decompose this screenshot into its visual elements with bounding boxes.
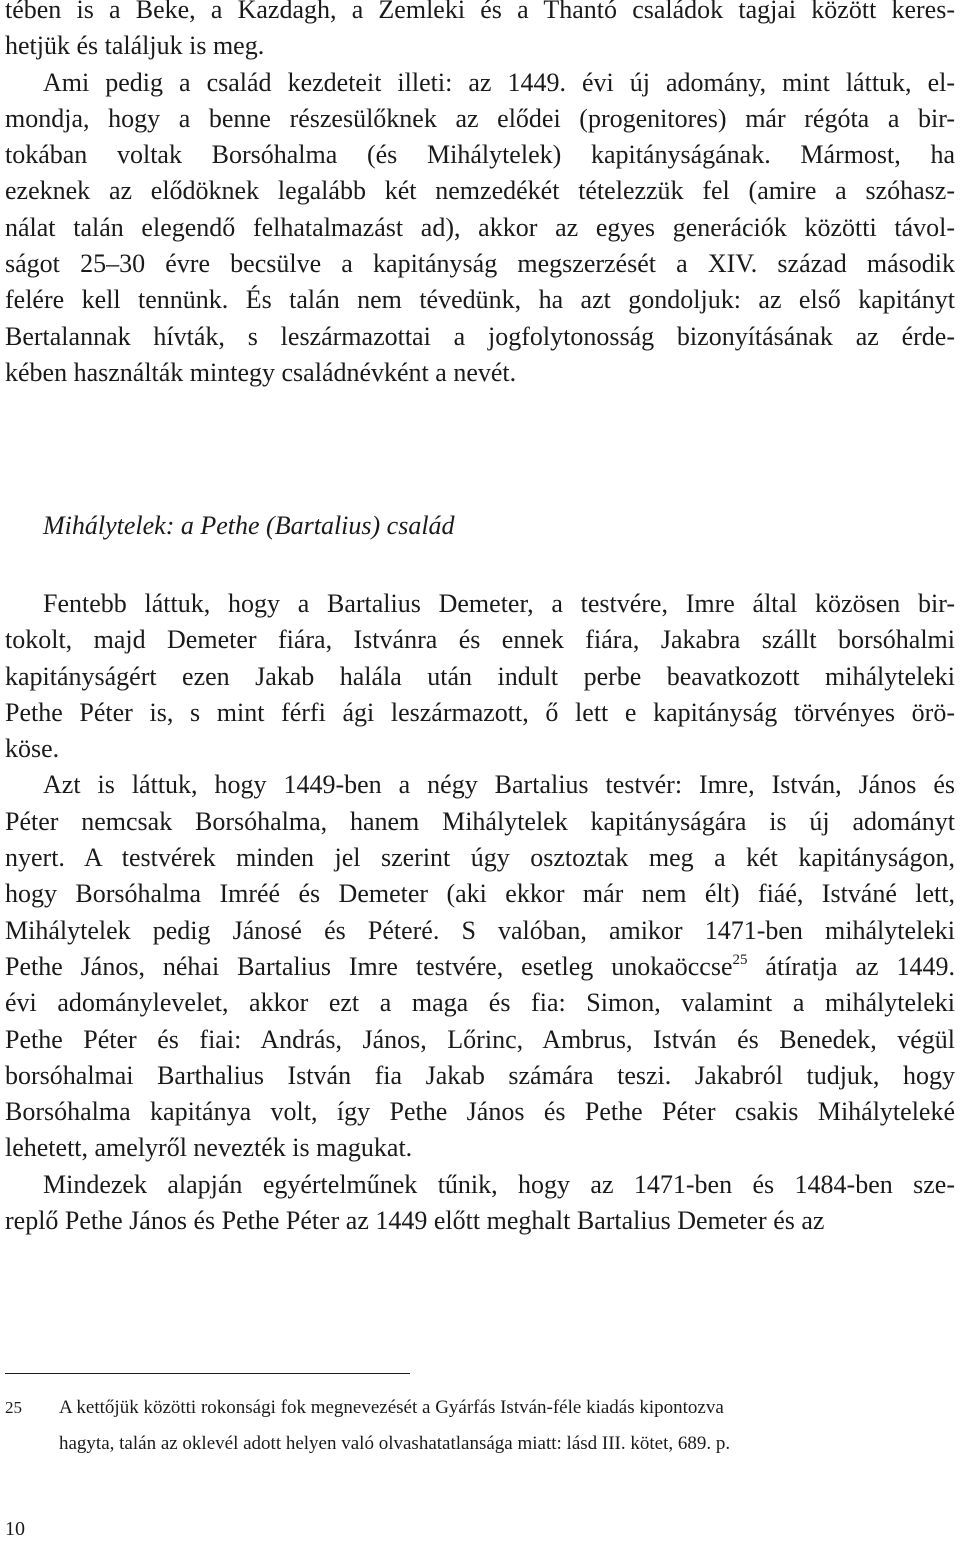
text-line: Azt is láttuk, hogy 1449-ben a négy Bartalius testvér: Imre, István, János és (43, 770, 955, 800)
footnote-line: hagyta, talán az oklevél adott helyen való olvashatatlansága miatt: lásd III. kötet, 689. p. (59, 1433, 731, 1454)
text-line: Borsóhalma kapitánya volt, így Pethe János és Pethe Péter csakis Mihályteleké (5, 1097, 955, 1127)
footnote-separator (5, 1373, 410, 1374)
paragraph-1 (5, 586, 955, 767)
text-line: borsóhalmai Barthalius István fia Jakab számára teszi. Jakabról tudjuk, hogy (5, 1060, 955, 1090)
footnote-reference[interactable]: 25 (732, 951, 748, 968)
text-line: kében használták mintegy családnévként a nevét. (5, 357, 517, 387)
footnote-number: 25 (5, 1398, 22, 1417)
text-line: nálat talán elegendő felhatalmazást ad), akkor az egyes generációk közötti távol- (5, 212, 955, 242)
text-line: Mihálytelek pedig Jánosé és Péteré. S valóban, amikor 1471-ben mihályteleki (5, 915, 955, 945)
text-line: felére kell tennünk. És talán nem tévedünk, ha azt gondoljuk: az első kapitányt (5, 285, 955, 315)
text-line: hogy Borsóhalma Imréé és Demeter (aki ekkor már nem élt) fiáé, Istváné lett, (5, 879, 955, 909)
text-line: hetjük és találjuk is meg. (5, 31, 265, 61)
text-line: ezeknek az elődöknek legalább két nemzedékét tételezzük fel (amire a szóhasz- (5, 176, 955, 206)
text-line: tében is a Beke, a Kazdagh, a Zemleki és a Thantó családok tagjai között keres- (5, 0, 955, 24)
text-line: nyert. A testvérek minden jel szerint úgy osztoztak meg a két kapitányságon, (5, 843, 955, 873)
page-number: 10 (5, 1518, 25, 1540)
text-line: Pethe Péter és fiai: András, János, Lőrinc, Ambrus, István és Benedek, végül (5, 1024, 955, 1054)
text-line: mondja, hogy a benne részesülőknek az elődei (progenitores) már régóta a bir- (5, 103, 955, 133)
text-line: Péter nemcsak Borsóhalma, hanem Mihálytelek kapitányságára is új adományt (5, 806, 955, 836)
text-line: lehetett, amelyről nevezték is magukat. (5, 1133, 413, 1163)
text-line: Pethe Péter is, s mint férfi ági leszármazott, ő lett e kapitányság törvényes örö- (5, 697, 955, 727)
footnote-line: A kettőjük közötti rokonsági fok megnevezését a Gyárfás István-féle kiadás kipontozva (59, 1397, 724, 1418)
text-line: Mindezek alapján egyértelműnek tűnik, hogy az 1471-ben és 1484-ben sze- (43, 1169, 955, 1199)
text-line: Ami pedig a család kezdeteit illeti: az 1449. évi új adomány, mint láttuk, el- (43, 67, 955, 97)
text-line: tokolt, majd Demeter fiára, Istvánra és ennek fiára, Jakabra szállt borsóhalmi (5, 625, 955, 655)
text-line: ságot 25–30 évre becsülve a kapitányság megszerzését a XIV. század második (5, 249, 955, 279)
text-line: Fentebb láttuk, hogy a Bartalius Demeter, a testvére, Imre által közösen bir- (43, 589, 955, 618)
text-line: köse. (5, 734, 60, 764)
text-line: tokában voltak Borsóhalma (és Mihálytelek) kapitányságának. Mármost, ha (5, 140, 955, 170)
text-line: Bertalannak hívták, s leszármazottai a jogfolytonosság bizonyításának az érde- (5, 321, 955, 351)
text-line-with-footnote (5, 949, 955, 985)
text-line: évi adománylevelet, akkor ezt a maga és fia: Simon, valamint a mihályteleki (5, 988, 955, 1018)
paragraph-3 (5, 1167, 955, 1240)
opening-paragraph (5, 0, 955, 391)
paragraph-2 (5, 767, 955, 1166)
section-title: Mihálytelek: a Pethe (Bartalius) család (43, 511, 455, 540)
text-segment: Pethe János, néhai Bartalius Imre testvére, esetleg unokaöccse (5, 951, 733, 981)
section-body (5, 586, 955, 1239)
text-line: kapitányságért ezen Jakab halála után indult perbe beavatkozott mihályteleki (5, 661, 955, 691)
text-segment: átíratja az 1449. (747, 951, 955, 981)
footnote (5, 1390, 955, 1462)
text-line: replő Pethe János és Pethe Péter az 1449 előtt meghalt Bartalius Demeter és az (5, 1206, 825, 1236)
